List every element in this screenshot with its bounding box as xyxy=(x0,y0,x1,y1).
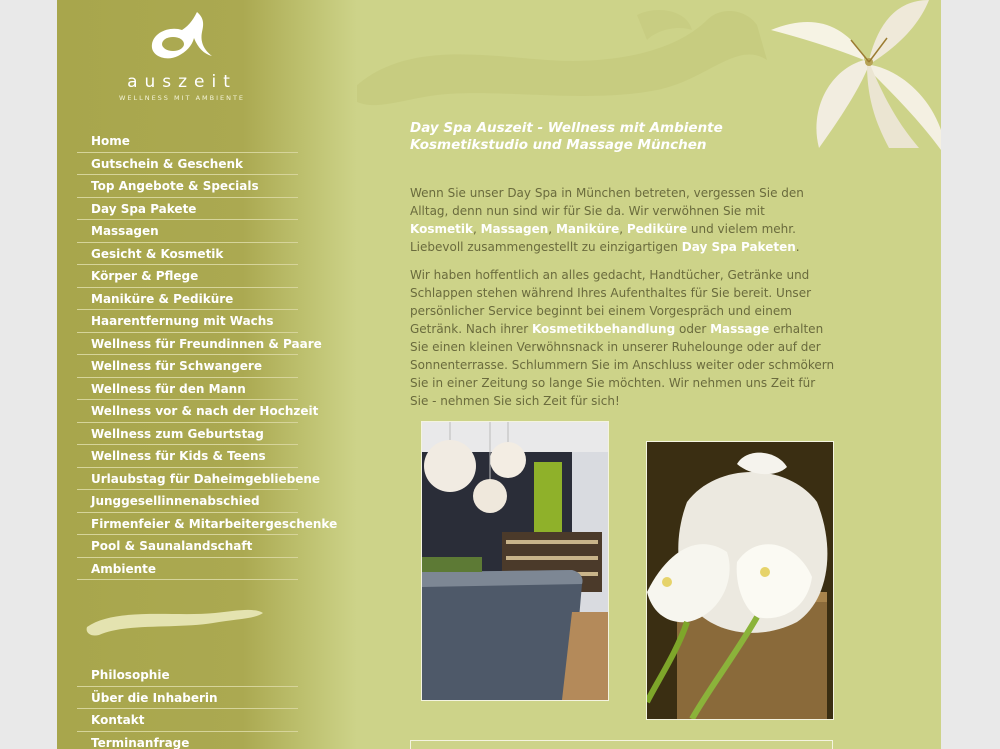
intro-paragraph xyxy=(410,184,835,256)
text-segment: , xyxy=(619,222,627,236)
nav-item-day-spa-pakete[interactable]: Day Spa Pakete xyxy=(77,198,298,221)
nav-item-firmenfeier[interactable]: Firmenfeier & Mitarbeitergeschenke xyxy=(77,513,298,536)
sidebar xyxy=(57,0,357,749)
nav-item-koerper-pflege[interactable]: Körper & Pflege xyxy=(77,265,298,288)
text-segment: Wir haben hoffentlich an alles gedacht, Handtücher, Getränke und Schlappen stehen während Ihres Aufenthaltes für Sie bereit. Unser persönlicher Service beginnt bei einem Vorgespräch und einem Getränk. Nach ihrer xyxy=(410,268,812,336)
logo-a-icon xyxy=(142,8,222,70)
nav-item-terminanfrage[interactable]: Terminanfrage xyxy=(77,732,298,749)
text-segment: und vielem mehr. Liebevoll zusammengestellt zu einzigartigen xyxy=(410,222,796,254)
nav-item-ambiente[interactable]: Ambiente xyxy=(77,558,298,581)
text-segment: . xyxy=(795,240,800,254)
page xyxy=(57,0,941,749)
content-box xyxy=(410,740,833,749)
text-segment: oder xyxy=(675,322,711,336)
text-segment: erhalten Sie einen kleinen Verwöhnsnack in unserer Ruhelounge oder auf der Sonnenterrasse. Schlummern Sie im Anschluss weiter oder schmökern Sie in einer Zeitung so lange Sie möchten. Wir nehmen uns Zeit für Sie - nehmen Sie sich Zeit für sich! xyxy=(410,322,835,408)
page-title-line2: Kosmetikstudio und Massage München xyxy=(410,137,707,153)
link-manikuere[interactable]: Maniküre xyxy=(555,222,620,236)
main-navigation xyxy=(77,130,338,580)
ornament-decoration xyxy=(337,0,777,130)
link-kosmetik[interactable]: Kosmetik xyxy=(410,222,473,236)
towel-lily-photo-graphic xyxy=(647,442,833,719)
nav-item-gesicht-kosmetik[interactable]: Gesicht & Kosmetik xyxy=(77,243,298,266)
logo-name: auszeit xyxy=(127,72,237,92)
nav-item-top-angebote[interactable]: Top Angebote & Specials xyxy=(77,175,298,198)
nav-item-geburtstag[interactable]: Wellness zum Geburtstag xyxy=(77,423,298,446)
nav-item-pool-sauna[interactable]: Pool & Saunalandschaft xyxy=(77,535,298,558)
text-segment: , xyxy=(472,222,481,236)
link-pedikuere[interactable]: Pediküre xyxy=(626,222,688,236)
reception-photo xyxy=(421,421,609,701)
swoosh-decoration xyxy=(85,603,265,639)
reception-photo-graphic xyxy=(422,422,608,700)
nav-item-freundinnen-paare[interactable]: Wellness für Freundinnen & Paare xyxy=(77,333,298,356)
nav-item-home[interactable]: Home xyxy=(77,130,298,153)
towel-lily-photo xyxy=(646,441,834,720)
nav-item-massagen[interactable]: Massagen xyxy=(77,220,298,243)
logo-tagline: WELLNESS MIT AMBIENTE xyxy=(118,94,246,102)
link-kosmetikbehandlung[interactable]: Kosmetikbehandlung xyxy=(531,322,676,336)
text-segment: , xyxy=(548,222,556,236)
text-segment: Wenn Sie unser Day Spa in München betreten, vergessen Sie den Alltag, denn nun sind wir für Sie da. Wir verwöhnen Sie mit xyxy=(410,186,804,218)
nav-item-urlaubstag[interactable]: Urlaubstag für Daheimgebliebene xyxy=(77,468,298,491)
nav-item-mann[interactable]: Wellness für den Mann xyxy=(77,378,298,401)
nav-item-kids-teens[interactable]: Wellness für Kids & Teens xyxy=(77,445,298,468)
link-massage[interactable]: Massage xyxy=(710,322,770,336)
nav-item-inhaberin[interactable]: Über die Inhaberin xyxy=(77,687,298,710)
service-paragraph xyxy=(410,266,835,410)
nav-item-kontakt[interactable]: Kontakt xyxy=(77,709,298,732)
nav-item-gutschein[interactable]: Gutschein & Geschenk xyxy=(77,153,298,176)
nav-item-schwangere[interactable]: Wellness für Schwangere xyxy=(77,355,298,378)
page-title xyxy=(410,120,835,154)
nav-item-hochzeit[interactable]: Wellness vor & nach der Hochzeit xyxy=(77,400,298,423)
nav-item-haarentfernung[interactable]: Haarentfernung mit Wachs xyxy=(77,310,298,333)
secondary-navigation xyxy=(77,664,298,749)
link-massagen[interactable]: Massagen xyxy=(480,222,549,236)
link-day-spa-paketen[interactable]: Day Spa Paketen xyxy=(681,240,796,254)
page-title-line1: Day Spa Auszeit - Wellness mit Ambiente xyxy=(410,120,723,136)
logo[interactable] xyxy=(107,8,257,108)
nav-item-junggesellinnenabschied[interactable]: Junggesellinnenabschied xyxy=(77,490,298,513)
nav-item-philosophie[interactable]: Philosophie xyxy=(77,664,298,687)
main-content xyxy=(410,120,835,420)
nav-item-manikuere-pedikuere[interactable]: Maniküre & Pediküre xyxy=(77,288,298,311)
